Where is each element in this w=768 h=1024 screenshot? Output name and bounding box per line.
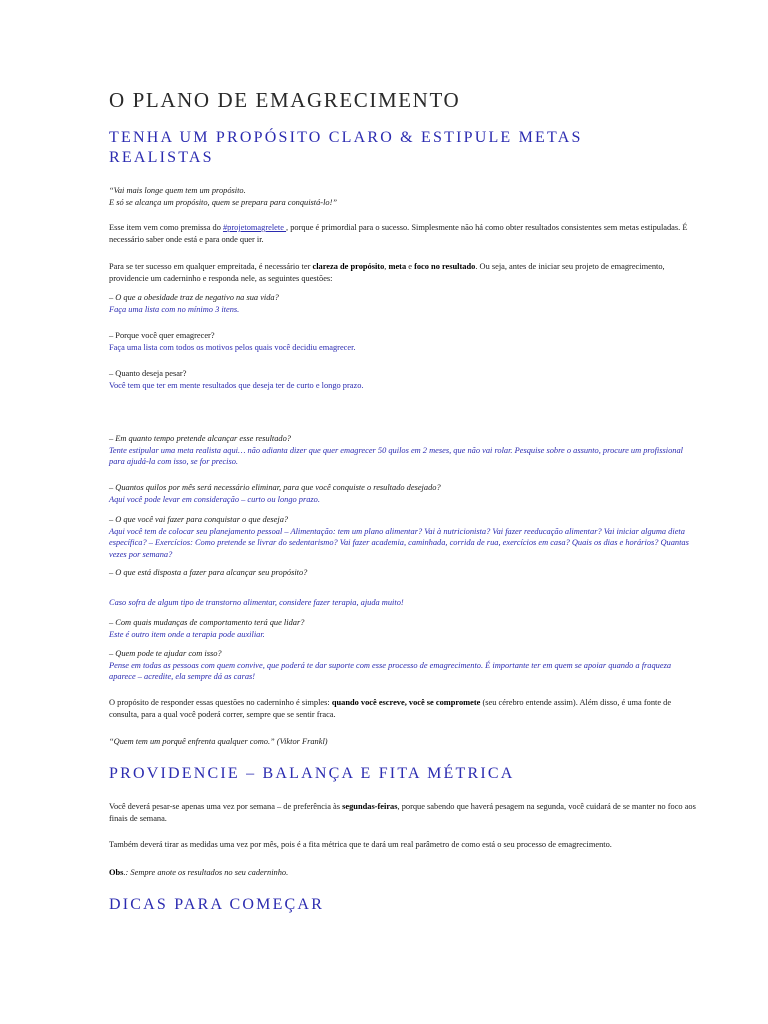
question: – Com quais mudanças de comportamento terá que lidar? (109, 618, 305, 627)
quote-line: “Vai mais longe quem tem um propósito. (109, 186, 246, 195)
question-block (109, 330, 699, 353)
question-block (109, 514, 699, 560)
question-block (109, 648, 699, 683)
text: e (406, 262, 415, 271)
question: – Em quanto tempo pretende alcançar esse resultado? (109, 434, 291, 443)
question: – O que a obesidade traz de negativo na sua vida? (109, 293, 279, 302)
closing-quote: “Quem tem um porquê enfrenta qualquer como.” (Viktor Frankl) (109, 737, 328, 746)
answer-hint: Faça uma lista com todos os motivos pelos quais você decidiu emagrecer. (109, 342, 356, 352)
page-title: O PLANO DE EMAGRECIMENTO (109, 88, 461, 112)
bold-text: clareza de propósito (312, 262, 385, 271)
answer-hint: Faça uma lista com no mínimo 3 itens. (109, 304, 240, 314)
answer-hint: Este é outro item onde a terapia pode auxiliar. (109, 629, 265, 639)
purpose-paragraph (109, 261, 699, 284)
measuring-paragraph: Também deverá tirar as medidas uma vez por mês, pois é a fita métrica que te dará um real parâmetro de como está o seu processo de emagrecimento. (109, 840, 612, 849)
question: – O que você vai fazer para conquistar o que deseja? (109, 515, 289, 524)
question-block (109, 617, 699, 640)
hashtag-link[interactable]: #projetomagrelete (222, 223, 287, 232)
bold-text: quando você escreve, você se compromete (331, 698, 481, 707)
question-block (109, 368, 699, 391)
question: – Quanto deseja pesar? (109, 369, 187, 378)
text: , porque sabendo que haverá pesagem na segunda, você cuidará de se manter no foco aos finais de semana. (109, 802, 696, 823)
section-heading-dicas: DICAS PARA COMEÇAR (109, 896, 325, 913)
bold-text: meta (388, 262, 407, 271)
question-block (109, 482, 699, 505)
weighing-paragraph (109, 801, 699, 824)
opening-quote (109, 185, 699, 208)
quote-line: E só se alcança um propósito, quem se prepara para conquistá-lo!” (109, 197, 338, 207)
text: Você deverá pesar-se apenas uma vez por semana – de preferência às (109, 802, 343, 811)
answer-hint: Aqui você tem de colocar seu planejamento pessoal – Alimentação: tem um plano alimentar? Vai à nutricionista? Vai fazer reeducação alimentar? Vai iniciar alguma dieta específica? – Exercícios: Como pretende se livrar do sedentarismo? Vai fazer academia, caminhada, corrida de rua, exercícios em casa? Quais os dias e horários? Quantas vezes por semana? (109, 526, 689, 559)
question: – O que está disposta a fazer para alcançar seu propósito? (109, 568, 308, 577)
text: (seu cérebro entende assim). Além disso, é uma fonte de consulta, para a qual você poderá correr, sempre que se sentir fraca. (109, 698, 672, 719)
obs-text: .: Sempre anote os resultados no seu caderninho. (123, 868, 289, 877)
answer-hint: Pense em todas as pessoas com quem convive, que poderá te dar suporte com esse processo de emagrecimento. É importante ter em quem se apoiar quando a fraqueza aparece – acredite, ela sempre dá as caras! (109, 660, 672, 681)
question-block (109, 292, 699, 315)
intro-paragraph (109, 222, 699, 245)
text: . Ou seja, antes de iniciar seu projeto de emagrecimento, providencie um caderninho e responda nele, as seguintes questões: (109, 262, 665, 283)
question-block (109, 433, 699, 468)
section-heading-proposito: TENHA UM PROPÓSITO CLARO & ESTIPULE METAS REALISTAS (109, 129, 583, 166)
question: – Porque você quer emagrecer? (109, 331, 215, 340)
answer-hint: Caso sofra de algum tipo de transtorno alimentar, considere fazer terapia, ajuda muito! (109, 598, 404, 607)
text: , (384, 262, 389, 271)
answer-hint: Aqui você pode levar em consideração – curto ou longo prazo. (109, 494, 320, 504)
answer-hint: Você tem que ter em mente resultados que deseja ter de curto e longo prazo. (109, 380, 364, 390)
question: – Quantos quilos por mês será necessário eliminar, para que você conquiste o resultado desejado? (109, 483, 441, 492)
observation-note (109, 867, 699, 879)
question: – Quem pode te ajudar com isso? (109, 649, 222, 658)
answer-hint: Tente estipular uma meta realista aqui… não adianta dizer que quer emagrecer 50 quilos em 2 meses, que não vai rolar. Pesquise sobre o assunto, procure um profissional para ajudá-la com isso, se for preciso. (109, 445, 683, 466)
commitment-paragraph (109, 697, 699, 720)
bold-text: segundas-feiras (342, 802, 398, 811)
text: O propósito de responder essas questões no caderninho é simples: (109, 698, 332, 707)
text: Para se ter sucesso em qualquer empreitada, é necessário ter (109, 262, 313, 271)
text: Esse item vem como premissa do (109, 223, 223, 232)
section-heading-balanca: PROVIDENCIE – BALANÇA E FITA MÉTRICA (109, 765, 515, 782)
bold-text: foco no resultado (414, 262, 476, 271)
text: , porque é primordial para o sucesso. Simplesmente não há como obter resultados consistentes sem metas estipuladas. É necessário saber onde está e para onde quer ir. (109, 223, 688, 244)
obs-label: Obs (109, 868, 124, 877)
